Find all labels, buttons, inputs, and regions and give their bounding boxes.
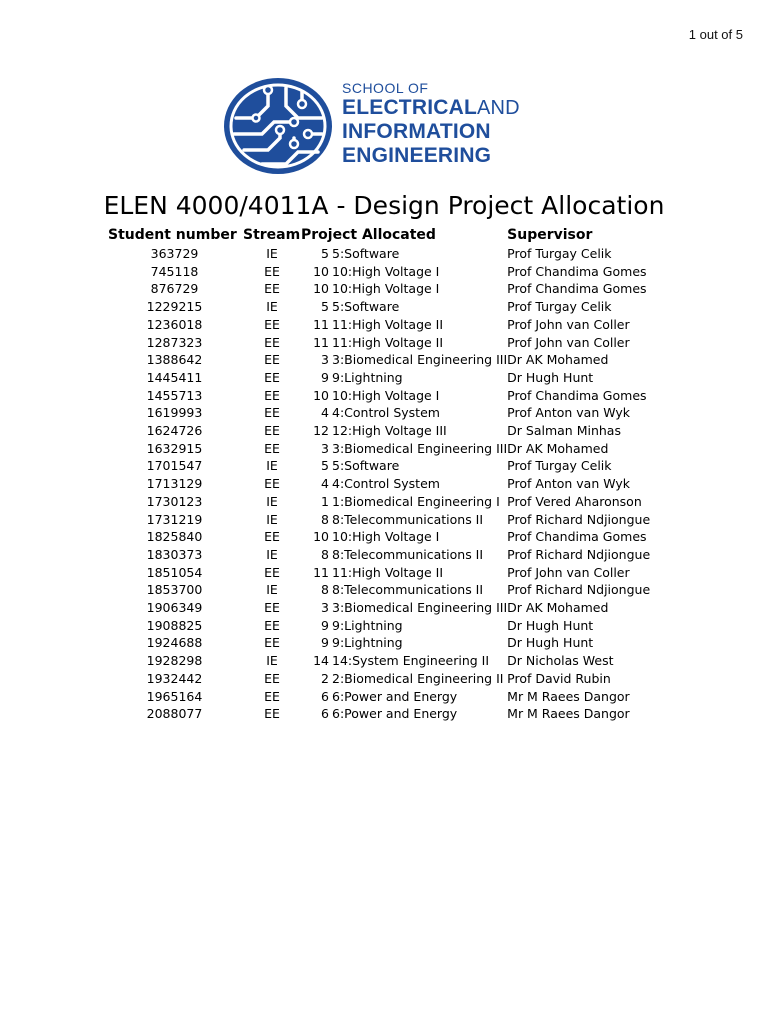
- logo-information: INFORMATION: [342, 120, 491, 143]
- cell-project-number: 1: [321, 493, 329, 509]
- cell-project-number: 9: [321, 635, 329, 651]
- cell-supervisor: Mr M Raees Dangor: [507, 706, 630, 722]
- cell-project-allocated: 11:High Voltage II: [332, 564, 444, 580]
- cell-project-number: 5: [321, 299, 329, 315]
- logo-electrical: ELECTRICAL: [342, 96, 477, 119]
- cell-supervisor: Prof Vered Aharonson: [507, 493, 642, 509]
- cell-project-allocated: 8:Telecommunications II: [332, 582, 484, 598]
- cell-stream: IE: [266, 582, 278, 598]
- cell-stream: EE: [264, 334, 280, 350]
- cell-project-allocated: 12:High Voltage III: [332, 423, 447, 439]
- cell-project-allocated: 1:Biomedical Engineering I: [332, 493, 500, 509]
- cell-student-number: 1287323: [146, 334, 203, 350]
- table-row: [106, 634, 650, 652]
- logo-and: AND: [477, 97, 520, 119]
- cell-student-number: 1632915: [146, 440, 203, 456]
- cell-student-number: 363729: [150, 246, 199, 261]
- cell-project-allocated: 5:Software: [332, 299, 400, 315]
- cell-student-number: 1825840: [146, 529, 203, 545]
- cell-supervisor: Prof Chandima Gomes: [507, 263, 647, 279]
- table-row: [106, 652, 650, 670]
- cell-project-number: 6: [321, 688, 329, 704]
- cell-stream: IE: [266, 653, 278, 669]
- cell-project-number: 10: [313, 281, 329, 297]
- table-row: [106, 493, 650, 511]
- table-row: [106, 511, 650, 529]
- cell-project-allocated: 14:System Engineering II: [332, 653, 490, 669]
- cell-stream: IE: [266, 493, 278, 509]
- cell-student-number: 1853700: [146, 582, 203, 598]
- cell-project-number: 14: [313, 653, 329, 669]
- cell-project-allocated: 3:Biomedical Engineering III: [332, 352, 508, 368]
- cell-stream: EE: [264, 281, 280, 297]
- table-row: [106, 705, 650, 723]
- table-row: [106, 599, 650, 617]
- cell-student-number: 1701547: [146, 458, 203, 474]
- allocation-table: [106, 225, 650, 723]
- cell-supervisor: Prof Richard Ndjiongue: [507, 546, 651, 562]
- cell-stream: EE: [264, 440, 280, 456]
- cell-project-allocated: 10:High Voltage I: [332, 263, 440, 279]
- cell-project-number: 10: [313, 263, 329, 279]
- cell-project-number: 11: [313, 564, 329, 580]
- circuit-globe-icon: [222, 76, 334, 176]
- table-row: [106, 475, 650, 493]
- cell-stream: EE: [264, 387, 280, 403]
- cell-stream: IE: [266, 299, 278, 315]
- table-row: [106, 263, 650, 281]
- table-row: [106, 564, 650, 582]
- header-student-number: Student number: [108, 227, 237, 243]
- cell-student-number: 1713129: [146, 476, 203, 492]
- cell-project-number: 6: [321, 706, 329, 722]
- cell-supervisor: Prof Richard Ndjiongue: [507, 582, 651, 598]
- cell-stream: IE: [266, 546, 278, 562]
- table-row: [106, 298, 650, 316]
- table-row: [106, 404, 650, 422]
- cell-student-number: 1445411: [146, 369, 203, 385]
- school-logo: [222, 76, 520, 176]
- cell-stream: EE: [264, 476, 280, 492]
- header-supervisor: Supervisor: [507, 227, 593, 243]
- table-row: [106, 316, 650, 334]
- cell-stream: EE: [264, 706, 280, 722]
- cell-student-number: 745118: [150, 263, 199, 279]
- table-row: [106, 387, 650, 405]
- cell-student-number: 1830373: [146, 546, 203, 562]
- cell-student-number: 1932442: [146, 670, 203, 686]
- cell-project-allocated: 10:High Voltage I: [332, 387, 440, 403]
- cell-supervisor: Dr Hugh Hunt: [507, 617, 594, 633]
- table-row: [106, 369, 650, 387]
- table-row: [106, 422, 650, 440]
- cell-stream: IE: [266, 246, 278, 261]
- cell-project-number: 8: [321, 546, 329, 562]
- cell-project-number: 10: [313, 529, 329, 545]
- cell-project-number: 3: [321, 352, 329, 368]
- cell-stream: IE: [266, 458, 278, 474]
- cell-project-allocated: 11:High Voltage II: [332, 316, 444, 332]
- cell-supervisor: Prof Turgay Celik: [507, 458, 612, 474]
- cell-stream: EE: [264, 670, 280, 686]
- cell-student-number: 1624726: [146, 423, 203, 439]
- cell-student-number: 1229215: [146, 299, 203, 315]
- logo-engineering: ENGINEERING: [342, 144, 492, 167]
- cell-stream: EE: [264, 529, 280, 545]
- cell-project-allocated: 8:Telecommunications II: [332, 511, 484, 527]
- table-row: [106, 351, 650, 369]
- cell-supervisor: Prof Chandima Gomes: [507, 387, 647, 403]
- cell-stream: EE: [264, 688, 280, 704]
- document-title: ELEN 4000/4011A - Design Project Allocation: [103, 191, 665, 220]
- logo-school-of: SCHOOL OF: [342, 80, 429, 96]
- cell-student-number: 1731219: [146, 511, 203, 527]
- cell-stream: EE: [264, 617, 280, 633]
- cell-student-number: 1851054: [146, 564, 203, 580]
- cell-supervisor: Prof Chandima Gomes: [507, 281, 647, 297]
- cell-stream: EE: [264, 600, 280, 616]
- cell-stream: EE: [264, 635, 280, 651]
- cell-student-number: 1236018: [146, 316, 203, 332]
- cell-supervisor: Dr Nicholas West: [507, 653, 614, 669]
- cell-supervisor: Dr Salman Minhas: [507, 423, 621, 439]
- cell-supervisor: Dr Hugh Hunt: [507, 369, 594, 385]
- header-project-allocated: Project Allocated: [301, 227, 436, 243]
- cell-student-number: 1455713: [146, 387, 203, 403]
- cell-stream: EE: [264, 564, 280, 580]
- cell-supervisor: Prof Turgay Celik: [507, 299, 612, 315]
- cell-project-allocated: 11:High Voltage II: [332, 334, 444, 350]
- cell-project-allocated: 5:Software: [332, 246, 400, 261]
- table-row: [106, 617, 650, 635]
- cell-project-allocated: 10:High Voltage I: [332, 529, 440, 545]
- cell-stream: EE: [264, 369, 280, 385]
- cell-supervisor: Prof Richard Ndjiongue: [507, 511, 651, 527]
- cell-student-number: 2088077: [146, 706, 203, 722]
- page-indicator: 1 out of 5: [688, 27, 743, 42]
- table-row: [106, 546, 650, 564]
- cell-student-number: 876729: [150, 281, 199, 297]
- table-row: [106, 581, 650, 599]
- cell-supervisor: Prof David Rubin: [507, 670, 611, 686]
- cell-student-number: 1908825: [146, 617, 203, 633]
- cell-student-number: 1928298: [146, 653, 203, 669]
- cell-supervisor: Dr AK Mohamed: [507, 600, 609, 616]
- cell-project-allocated: 8:Telecommunications II: [332, 546, 484, 562]
- cell-project-number: 12: [313, 423, 329, 439]
- cell-project-allocated: 9:Lightning: [332, 617, 403, 633]
- table-row: [106, 280, 650, 298]
- cell-project-number: 9: [321, 369, 329, 385]
- cell-project-allocated: 6:Power and Energy: [332, 688, 458, 704]
- cell-supervisor: Prof Anton van Wyk: [507, 405, 631, 421]
- table-row: [106, 440, 650, 458]
- cell-project-allocated: 9:Lightning: [332, 635, 403, 651]
- cell-stream: IE: [266, 511, 278, 527]
- cell-supervisor: Mr M Raees Dangor: [507, 688, 630, 704]
- cell-student-number: 1965164: [146, 688, 203, 704]
- cell-student-number: 1730123: [146, 493, 203, 509]
- cell-project-number: 4: [321, 476, 329, 492]
- cell-project-allocated: 3:Biomedical Engineering III: [332, 600, 508, 616]
- cell-project-number: 3: [321, 440, 329, 456]
- header-stream: Stream: [243, 227, 301, 243]
- cell-project-allocated: 4:Control System: [332, 405, 440, 421]
- cell-supervisor: Dr AK Mohamed: [507, 440, 609, 456]
- cell-project-number: 5: [321, 246, 329, 261]
- cell-stream: EE: [264, 316, 280, 332]
- cell-project-number: 5: [321, 458, 329, 474]
- cell-project-number: 4: [321, 405, 329, 421]
- cell-project-allocated: 5:Software: [332, 458, 400, 474]
- cell-project-allocated: 2:Biomedical Engineering II: [332, 670, 504, 686]
- table-row: [106, 670, 650, 688]
- cell-stream: EE: [264, 405, 280, 421]
- cell-project-allocated: 3:Biomedical Engineering III: [332, 440, 508, 456]
- cell-project-number: 11: [313, 316, 329, 332]
- cell-supervisor: Prof Turgay Celik: [507, 246, 612, 261]
- table-header-row: [106, 225, 650, 245]
- table-row: [106, 334, 650, 352]
- cell-project-number: 9: [321, 617, 329, 633]
- cell-student-number: 1388642: [146, 352, 203, 368]
- cell-stream: EE: [264, 263, 280, 279]
- table-row: [106, 528, 650, 546]
- cell-stream: EE: [264, 352, 280, 368]
- cell-project-number: 2: [321, 670, 329, 686]
- cell-project-allocated: 9:Lightning: [332, 369, 403, 385]
- table-row: [106, 688, 650, 706]
- cell-supervisor: Dr AK Mohamed: [507, 352, 609, 368]
- cell-supervisor: Prof John van Coller: [507, 316, 630, 332]
- cell-supervisor: Dr Hugh Hunt: [507, 635, 594, 651]
- cell-supervisor: Prof Anton van Wyk: [507, 476, 631, 492]
- table-row: [106, 245, 650, 263]
- cell-project-number: 10: [313, 387, 329, 403]
- cell-project-allocated: 6:Power and Energy: [332, 706, 458, 722]
- cell-student-number: 1619993: [146, 405, 203, 421]
- table-row: [106, 457, 650, 475]
- cell-project-allocated: 10:High Voltage I: [332, 281, 440, 297]
- cell-student-number: 1924688: [146, 635, 203, 651]
- cell-project-number: 8: [321, 582, 329, 598]
- cell-project-number: 11: [313, 334, 329, 350]
- cell-student-number: 1906349: [146, 600, 203, 616]
- cell-stream: EE: [264, 423, 280, 439]
- cell-project-number: 3: [321, 600, 329, 616]
- cell-project-number: 8: [321, 511, 329, 527]
- cell-supervisor: Prof John van Coller: [507, 564, 630, 580]
- cell-project-allocated: 4:Control System: [332, 476, 440, 492]
- cell-supervisor: Prof Chandima Gomes: [507, 529, 647, 545]
- cell-supervisor: Prof John van Coller: [507, 334, 630, 350]
